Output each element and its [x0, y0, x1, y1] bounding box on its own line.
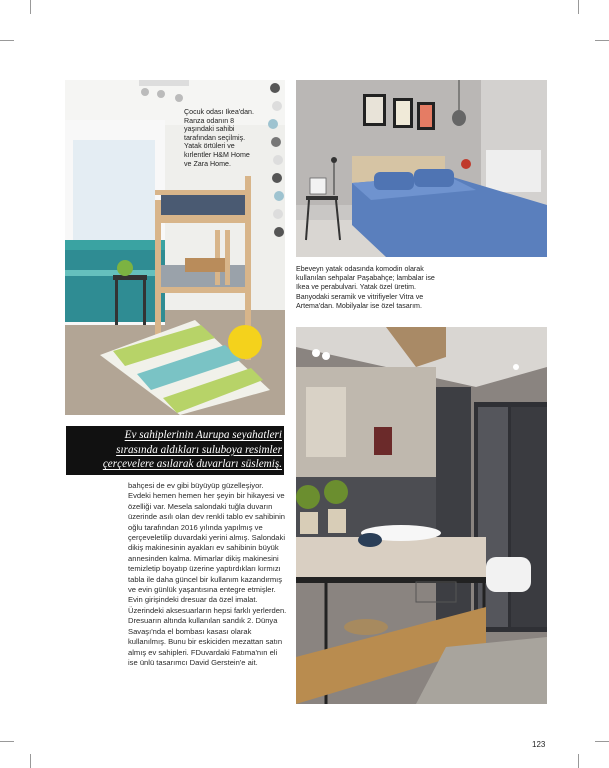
crop-mark: [595, 741, 609, 742]
crop-mark: [30, 0, 31, 14]
crop-mark: [578, 0, 579, 14]
bathroom-photo: [296, 327, 547, 704]
crop-mark: [578, 754, 579, 768]
pull-quote-line: sırasında aldıkları suluboya resimler: [116, 443, 282, 456]
body-paragraph: bahçesi de ev gibi büyüyüp güzelleşiyor. Evdeki hemen hemen her şeyin bir hikayesi ve özelliği var. Mesela salondaki tuğla duvarın üzerinde asılı olan dev renkli tablo ev sahibinin oğlu tarafından 2016 yılında yapılmış ve çerçeveletilip duvardaki yerini almış. Salondaki dikiş makinesinin ayakları ev sahibinin büyük annesinden kalma. Mimarlar dikiş makinesini temizletip boyatıp üzerine yaptırdıkları kırmızı tabla ile daha güncel bir kullanım kazandırmış ve evin günlük yaşantısına entegre etmişler.: [128, 481, 286, 595]
page-number: 123: [532, 740, 546, 749]
body-paragraph: Evin girişindeki dresuar da özel imalat. Üzerindeki aksesuarların hepsi farklı yerlerden. Dresuarın altında kullanılan sandık 2. Dünya Savaşı'nda el bombası kasası olarak kullanılmış. Bunu bir eskiciden mezattan satın almış ev sahipleri. FDuvardaki Fatıma'nın eli ise ünlü tasarımcı David Gerstein'e ait.: [128, 595, 287, 667]
crop-mark: [30, 754, 31, 768]
pull-quote-line: çerçevelere asılarak duvarları süslemiş.: [102, 458, 282, 471]
article-body: [128, 481, 288, 668]
crop-mark: [595, 40, 609, 41]
kids-room-caption: Çocuk odası Ikea'dan. Ranza odanın 8 yaşındaki sahibi tarafından seçilmiş. Yatak örtüleri ve kırlentler H&M Home ve Zara Home.: [184, 108, 254, 168]
bedroom-caption: Ebeveyn yatak odasında komodin olarak kullanılan sehpalar Paşabahçe; lambalar ise Ikea ve perabulvari. Yatak özel üretim. Banyodaki seramik ve vitrifiyeler Vitra ve Artema'dan. Mobilyalar ise özel tasarım.: [296, 265, 435, 310]
bedroom-photo: [296, 80, 547, 257]
crop-mark: [0, 40, 14, 41]
pull-quote-line: Ev sahiplerinin Aurupa seyahatleri: [124, 429, 282, 441]
pull-quote: [66, 426, 284, 475]
crop-mark: [0, 741, 14, 742]
